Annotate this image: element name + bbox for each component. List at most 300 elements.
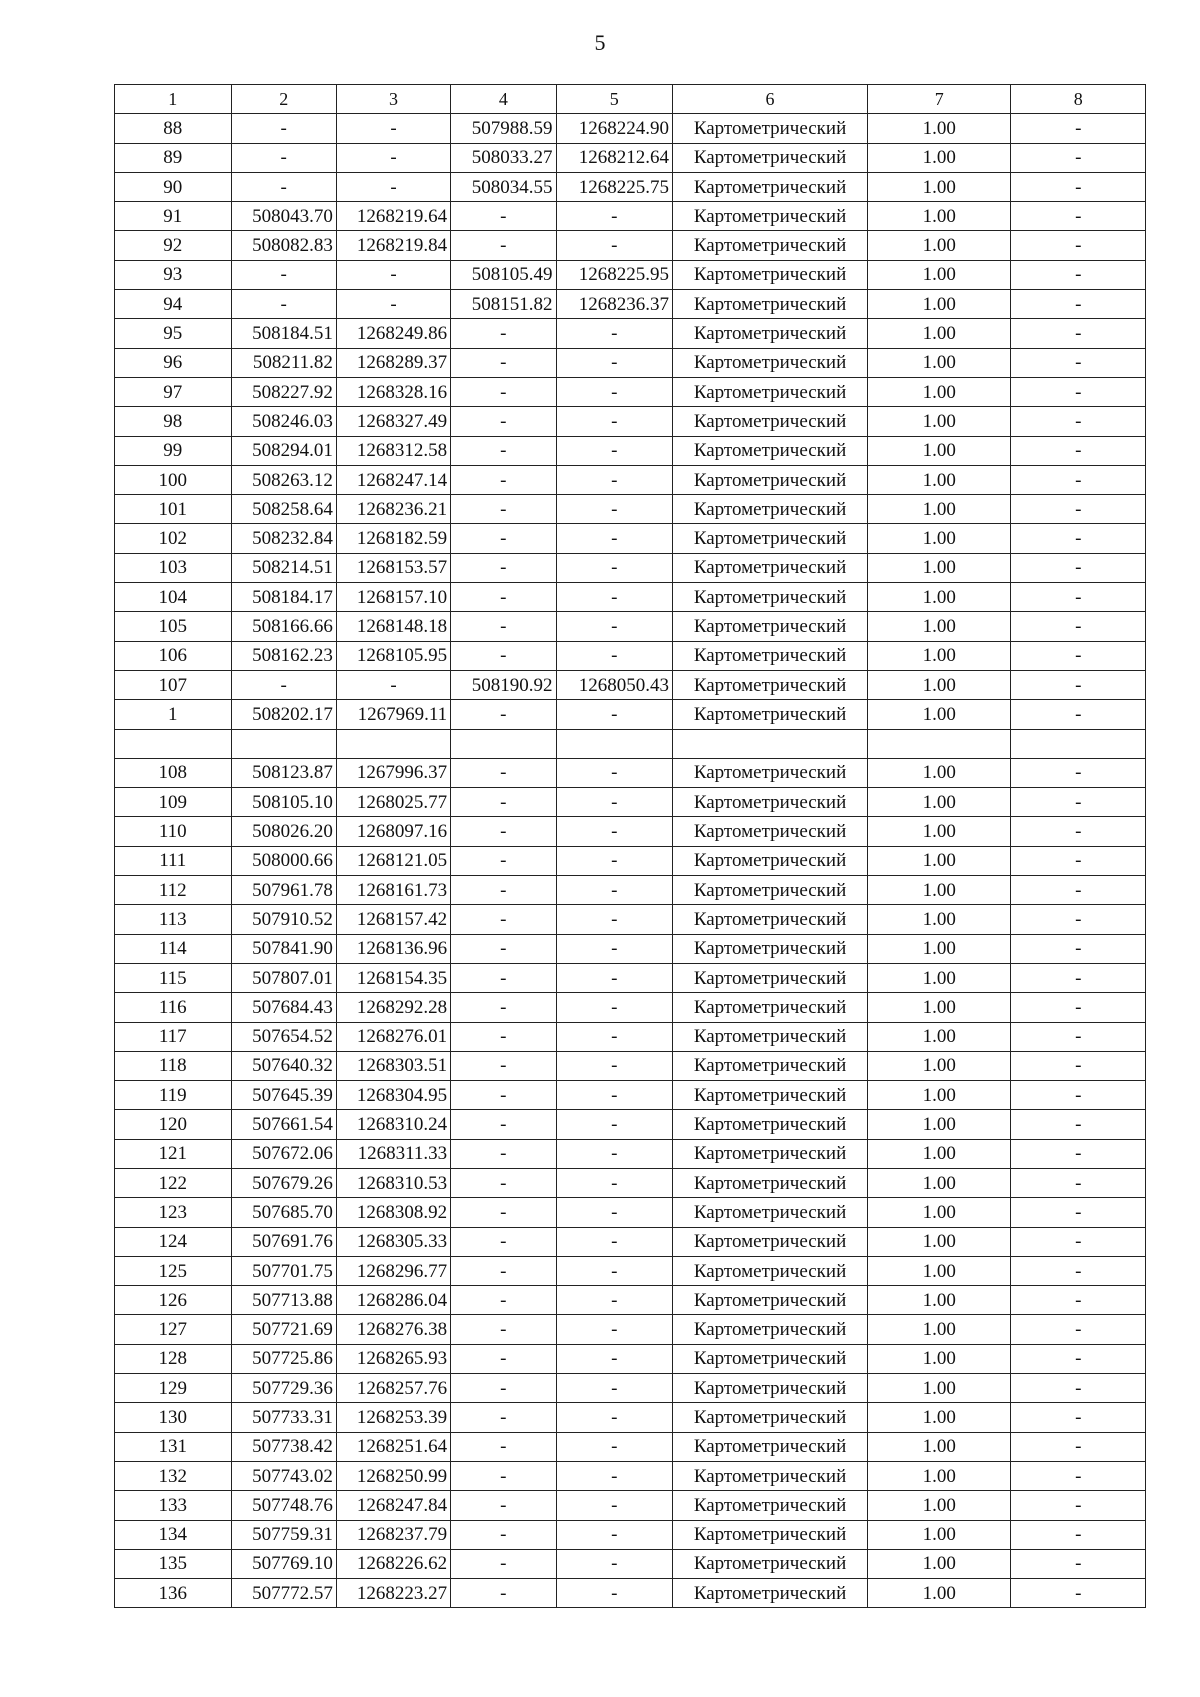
cell-coord-x-new: 508190.92 [451, 670, 556, 699]
cell-point-number: 104 [115, 583, 232, 612]
cell-description: - [1011, 1110, 1146, 1139]
cell-method: Картометрический [673, 788, 868, 817]
cell-method: Картометрический [673, 1432, 868, 1461]
cell-accuracy: 1.00 [868, 1579, 1011, 1608]
cell-coord-x-existing: 508082.83 [231, 231, 336, 260]
cell-coord-x-new: - [451, 1315, 556, 1344]
cell-coord-y-new: - [556, 758, 673, 787]
cell-coord-x-existing: 507759.31 [231, 1520, 336, 1549]
cell-accuracy: 1.00 [868, 290, 1011, 319]
cell-method: Картометрический [673, 846, 868, 875]
cell-method: Картометрический [673, 876, 868, 905]
cell-coord-x-existing: 508105.10 [231, 788, 336, 817]
cell-coord-x-existing: 508043.70 [231, 202, 336, 231]
cell-coord-x-existing: 508263.12 [231, 465, 336, 494]
cell-coord-x-new: - [451, 583, 556, 612]
cell-coord-y-existing: 1268304.95 [336, 1081, 450, 1110]
cell-coord-y-new: - [556, 1110, 673, 1139]
cell-method: Картометрический [673, 172, 868, 201]
cell-description: - [1011, 231, 1146, 260]
cell-accuracy: 1.00 [868, 377, 1011, 406]
cell-coord-x-existing: 507769.10 [231, 1549, 336, 1578]
cell-coord-y-new: - [556, 1374, 673, 1403]
table-row [115, 524, 1146, 553]
coordinates-table [114, 84, 1146, 1608]
cell-description: - [1011, 143, 1146, 172]
table-row [115, 1081, 1146, 1110]
cell-accuracy: 1.00 [868, 1286, 1011, 1315]
cell-coord-x-existing: 507684.43 [231, 993, 336, 1022]
cell-coord-y-existing: 1268161.73 [336, 876, 450, 905]
cell-coord-x-existing: - [231, 114, 336, 143]
cell-coord-x-existing: 508184.51 [231, 319, 336, 348]
cell-method: Картометрический [673, 934, 868, 963]
cell-coord-y-existing: 1268311.33 [336, 1139, 450, 1168]
cell-coord-y-existing: - [336, 143, 450, 172]
cell-coord-y-new: 1268212.64 [556, 143, 673, 172]
cell-coord-x-new: - [451, 846, 556, 875]
cell-coord-y-new: - [556, 1256, 673, 1285]
table-row [115, 436, 1146, 465]
cell-method: Картометрический [673, 1051, 868, 1080]
cell-coord-x-new: - [451, 231, 556, 260]
cell-method: Картометрический [673, 1403, 868, 1432]
cell-accuracy: 1.00 [868, 495, 1011, 524]
cell-description: - [1011, 524, 1146, 553]
cell-description: - [1011, 641, 1146, 670]
cell-coord-x-existing: 507661.54 [231, 1110, 336, 1139]
cell-coord-y-existing: 1268236.21 [336, 495, 450, 524]
cell-point-number: 92 [115, 231, 232, 260]
cell-coord-x-new: - [451, 377, 556, 406]
table-row [115, 876, 1146, 905]
cell-coord-x-existing: 507721.69 [231, 1315, 336, 1344]
cell-point-number: 132 [115, 1461, 232, 1490]
cell-point-number: 101 [115, 495, 232, 524]
cell-coord-y-existing: 1268249.86 [336, 319, 450, 348]
cell-accuracy: 1.00 [868, 1344, 1011, 1373]
cell-coord-x-existing: 508294.01 [231, 436, 336, 465]
table-row [115, 700, 1146, 729]
cell-coord-y-existing: 1268265.93 [336, 1344, 450, 1373]
cell-point-number: 116 [115, 993, 232, 1022]
cell-coord-y-new: - [556, 1432, 673, 1461]
cell-method: Картометрический [673, 1344, 868, 1373]
cell-coord-y-new: - [556, 524, 673, 553]
cell-method: Картометрический [673, 1579, 868, 1608]
cell-coord-y-new: - [556, 377, 673, 406]
cell-coord-y-existing: - [336, 670, 450, 699]
cell-method: Картометрический [673, 290, 868, 319]
cell-description: - [1011, 1579, 1146, 1608]
cell-coord-y-new: - [556, 1461, 673, 1490]
cell-description: - [1011, 1286, 1146, 1315]
cell-coord-y-existing: 1268097.16 [336, 817, 450, 846]
table-row [115, 495, 1146, 524]
cell-coord-x-new: - [451, 788, 556, 817]
cell-coord-y-existing: 1268219.64 [336, 202, 450, 231]
cell-coord-x-new: - [451, 1520, 556, 1549]
cell-method: Картометрический [673, 1227, 868, 1256]
cell-description: - [1011, 934, 1146, 963]
cell-coord-y-new: - [556, 1403, 673, 1432]
cell-method: Картометрический [673, 993, 868, 1022]
cell-point-number: 113 [115, 905, 232, 934]
table-row [115, 758, 1146, 787]
cell-description: - [1011, 1081, 1146, 1110]
cell-method: Картометрический [673, 1549, 868, 1578]
cell-method: Картометрический [673, 1520, 868, 1549]
table-row [115, 1432, 1146, 1461]
cell-description: - [1011, 1549, 1146, 1578]
cell-point-number: 102 [115, 524, 232, 553]
cell-accuracy: 1.00 [868, 1520, 1011, 1549]
cell-accuracy: 1.00 [868, 465, 1011, 494]
cell-description: - [1011, 172, 1146, 201]
cell-method: Картометрический [673, 1139, 868, 1168]
cell-coord-y-new: - [556, 231, 673, 260]
cell-accuracy: 1.00 [868, 1315, 1011, 1344]
cell-point-number: 112 [115, 876, 232, 905]
cell-accuracy: 1.00 [868, 1374, 1011, 1403]
cell-coord-x-existing: 507807.01 [231, 963, 336, 992]
column-header-1: 1 [115, 85, 232, 114]
table-row [115, 1286, 1146, 1315]
cell-coord-y-new: - [556, 1315, 673, 1344]
cell-point-number: 1 [115, 700, 232, 729]
cell-coord-x-new: - [451, 876, 556, 905]
cell-coord-x-new: - [451, 700, 556, 729]
cell-description: - [1011, 905, 1146, 934]
cell-coord-y-existing: 1268296.77 [336, 1256, 450, 1285]
cell-method: Картометрический [673, 319, 868, 348]
cell-coord-y-new: - [556, 348, 673, 377]
table-row [115, 905, 1146, 934]
cell-description: - [1011, 1520, 1146, 1549]
cell-method: Картометрический [673, 1168, 868, 1197]
cell-coord-y-existing: 1268310.53 [336, 1168, 450, 1197]
cell-coord-y-existing: 1268121.05 [336, 846, 450, 875]
cell-description: - [1011, 348, 1146, 377]
cell-coord-x-existing: 507725.86 [231, 1344, 336, 1373]
cell-accuracy: 1.00 [868, 524, 1011, 553]
table-row [115, 1491, 1146, 1520]
cell-description: - [1011, 1461, 1146, 1490]
cell-coord-y-new: - [556, 1549, 673, 1578]
table-body [115, 114, 1146, 1608]
cell-accuracy: 1.00 [868, 846, 1011, 875]
table-row [115, 788, 1146, 817]
cell-method: Картометрический [673, 1374, 868, 1403]
cell-coord-y-existing: 1268251.64 [336, 1432, 450, 1461]
cell-accuracy: 1.00 [868, 1198, 1011, 1227]
cell-description: - [1011, 583, 1146, 612]
cell-coord-x-existing: 507672.06 [231, 1139, 336, 1168]
cell-point-number: 88 [115, 114, 232, 143]
cell-coord-y-new: - [556, 612, 673, 641]
table-row [115, 114, 1146, 143]
cell-coord-y-existing: 1268226.62 [336, 1549, 450, 1578]
cell-point-number: 108 [115, 758, 232, 787]
table-row [115, 1374, 1146, 1403]
table-row [115, 1051, 1146, 1080]
cell-description: - [1011, 1403, 1146, 1432]
cell-coord-x-existing: 507772.57 [231, 1579, 336, 1608]
table-row [115, 1579, 1146, 1608]
cell-coord-y-existing: 1268253.39 [336, 1403, 450, 1432]
cell-coord-y-new: 1268225.95 [556, 260, 673, 289]
cell-description: - [1011, 407, 1146, 436]
cell-coord-y-existing: 1268247.14 [336, 465, 450, 494]
cell-method: Картометрический [673, 1022, 868, 1051]
cell-coord-y-existing: 1268157.10 [336, 583, 450, 612]
cell-description: - [1011, 436, 1146, 465]
cell-description: - [1011, 963, 1146, 992]
cell-method: Картометрический [673, 1315, 868, 1344]
cell-coord-x-existing: 507733.31 [231, 1403, 336, 1432]
column-header-7: 7 [868, 85, 1011, 114]
cell-coord-y-existing: - [336, 114, 450, 143]
cell-method: Картометрический [673, 758, 868, 787]
cell-coord-y-existing: 1268025.77 [336, 788, 450, 817]
cell-accuracy: 1.00 [868, 1168, 1011, 1197]
cell-method: Картометрический [673, 114, 868, 143]
cell-accuracy: 1.00 [868, 319, 1011, 348]
cell-coord-y-existing: 1268250.99 [336, 1461, 450, 1490]
cell-accuracy: 1.00 [868, 700, 1011, 729]
cell-accuracy: 1.00 [868, 1081, 1011, 1110]
cell-coord-y-existing: 1268157.42 [336, 905, 450, 934]
cell-coord-x-existing: 508162.23 [231, 641, 336, 670]
cell-coord-x-existing: - [231, 143, 336, 172]
column-header-2: 2 [231, 85, 336, 114]
cell-point-number: 100 [115, 465, 232, 494]
cell-coord-x-existing: 507685.70 [231, 1198, 336, 1227]
cell-accuracy: 1.00 [868, 407, 1011, 436]
cell-description: - [1011, 1227, 1146, 1256]
cell-description: - [1011, 817, 1146, 846]
cell-coord-y-existing: 1268310.24 [336, 1110, 450, 1139]
cell-description: - [1011, 1168, 1146, 1197]
cell-point-number: 130 [115, 1403, 232, 1432]
cell-coord-y-existing: 1268303.51 [336, 1051, 450, 1080]
cell-description: - [1011, 290, 1146, 319]
cell-coord-y-existing: 1267996.37 [336, 758, 450, 787]
cell-coord-y-new: - [556, 319, 673, 348]
cell-description: - [1011, 1051, 1146, 1080]
cell-coord-y-new: - [556, 876, 673, 905]
cell-description: - [1011, 670, 1146, 699]
cell-accuracy: 1.00 [868, 1256, 1011, 1285]
cell-coord-y-new: - [556, 993, 673, 1022]
cell-accuracy: 1.00 [868, 993, 1011, 1022]
cell-description: - [1011, 758, 1146, 787]
table-row [115, 465, 1146, 494]
cell-coord-y-new: - [556, 1081, 673, 1110]
table-row [115, 407, 1146, 436]
cell-coord-x-new: - [451, 407, 556, 436]
cell-coord-x-new: - [451, 817, 556, 846]
cell-description: - [1011, 465, 1146, 494]
cell-coord-x-new: - [451, 319, 556, 348]
cell-accuracy: 1.00 [868, 202, 1011, 231]
cell-accuracy: 1.00 [868, 231, 1011, 260]
table-row [115, 612, 1146, 641]
cell-coord-x-existing: 507748.76 [231, 1491, 336, 1520]
cell-point-number: 117 [115, 1022, 232, 1051]
cell-point-number: 131 [115, 1432, 232, 1461]
cell-description [1011, 729, 1146, 758]
cell-coord-x-existing: 508214.51 [231, 553, 336, 582]
cell-coord-y-new: - [556, 407, 673, 436]
cell-coord-x-existing: 507738.42 [231, 1432, 336, 1461]
cell-point-number [115, 729, 232, 758]
cell-coord-y-new: - [556, 1139, 673, 1168]
cell-coord-x-new: - [451, 641, 556, 670]
cell-description: - [1011, 1315, 1146, 1344]
cell-coord-y-existing: 1268276.01 [336, 1022, 450, 1051]
cell-accuracy: 1.00 [868, 788, 1011, 817]
cell-coord-y-existing: 1268292.28 [336, 993, 450, 1022]
table-row [115, 846, 1146, 875]
cell-coord-x-existing: 508184.17 [231, 583, 336, 612]
table-row [115, 934, 1146, 963]
cell-coord-x-existing: 507654.52 [231, 1022, 336, 1051]
cell-point-number: 111 [115, 846, 232, 875]
cell-coord-x-new: - [451, 202, 556, 231]
cell-coord-y-new: - [556, 436, 673, 465]
cell-coord-x-new: 508151.82 [451, 290, 556, 319]
cell-method: Картометрический [673, 1491, 868, 1520]
cell-coord-y-existing: 1268219.84 [336, 231, 450, 260]
cell-description: - [1011, 612, 1146, 641]
cell-point-number: 89 [115, 143, 232, 172]
cell-accuracy: 1.00 [868, 758, 1011, 787]
cell-coord-x-new: - [451, 1139, 556, 1168]
cell-coord-y-existing: - [336, 290, 450, 319]
cell-coord-x-existing: 508166.66 [231, 612, 336, 641]
cell-coord-y-existing: 1268247.84 [336, 1491, 450, 1520]
column-header-4: 4 [451, 85, 556, 114]
cell-coord-y-existing: - [336, 172, 450, 201]
cell-point-number: 103 [115, 553, 232, 582]
cell-accuracy: 1.00 [868, 934, 1011, 963]
cell-point-number: 127 [115, 1315, 232, 1344]
cell-coord-y-new: - [556, 1051, 673, 1080]
cell-point-number: 90 [115, 172, 232, 201]
cell-method [673, 729, 868, 758]
cell-coord-y-new: 1268050.43 [556, 670, 673, 699]
cell-method: Картометрический [673, 1081, 868, 1110]
cell-coord-x-existing: 507841.90 [231, 934, 336, 963]
cell-coord-y-existing: 1268305.33 [336, 1227, 450, 1256]
cell-method: Картометрический [673, 700, 868, 729]
cell-method: Картометрический [673, 905, 868, 934]
cell-coord-y-existing: 1268105.95 [336, 641, 450, 670]
table-row [115, 319, 1146, 348]
cell-coord-x-new [451, 729, 556, 758]
cell-coord-x-new: - [451, 1081, 556, 1110]
cell-description: - [1011, 319, 1146, 348]
cell-coord-y-existing: 1268223.27 [336, 1579, 450, 1608]
cell-coord-x-existing [231, 729, 336, 758]
table-row [115, 1227, 1146, 1256]
cell-method: Картометрический [673, 963, 868, 992]
table-row [115, 143, 1146, 172]
cell-coord-x-existing: 507961.78 [231, 876, 336, 905]
cell-coord-x-existing: 507729.36 [231, 1374, 336, 1403]
cell-point-number: 119 [115, 1081, 232, 1110]
cell-coord-x-existing: - [231, 172, 336, 201]
cell-point-number: 109 [115, 788, 232, 817]
cell-point-number: 99 [115, 436, 232, 465]
cell-coord-y-existing: 1267969.11 [336, 700, 450, 729]
cell-coord-y-existing: 1268237.79 [336, 1520, 450, 1549]
cell-point-number: 96 [115, 348, 232, 377]
cell-description: - [1011, 1022, 1146, 1051]
cell-coord-y-existing: 1268286.04 [336, 1286, 450, 1315]
cell-coord-x-new: - [451, 1403, 556, 1432]
table-row [115, 1256, 1146, 1285]
cell-point-number: 106 [115, 641, 232, 670]
cell-description: - [1011, 202, 1146, 231]
cell-accuracy: 1.00 [868, 612, 1011, 641]
cell-coord-y-existing: - [336, 260, 450, 289]
cell-method: Картометрический [673, 1286, 868, 1315]
cell-coord-x-new: - [451, 1374, 556, 1403]
table-row [115, 1198, 1146, 1227]
cell-method: Картометрический [673, 583, 868, 612]
cell-coord-y-new: - [556, 1022, 673, 1051]
cell-method: Картометрический [673, 1110, 868, 1139]
cell-point-number: 123 [115, 1198, 232, 1227]
cell-coord-y-new: - [556, 817, 673, 846]
cell-point-number: 128 [115, 1344, 232, 1373]
cell-coord-x-new: - [451, 612, 556, 641]
cell-point-number: 91 [115, 202, 232, 231]
cell-method: Картометрический [673, 231, 868, 260]
cell-method: Картометрический [673, 670, 868, 699]
cell-accuracy: 1.00 [868, 583, 1011, 612]
cell-point-number: 125 [115, 1256, 232, 1285]
cell-accuracy: 1.00 [868, 1051, 1011, 1080]
cell-coord-y-new: 1268224.90 [556, 114, 673, 143]
table-row [115, 553, 1146, 582]
table-row [115, 1139, 1146, 1168]
cell-coord-y-new: - [556, 846, 673, 875]
cell-coord-y-new: - [556, 788, 673, 817]
cell-coord-y-new: - [556, 1168, 673, 1197]
cell-coord-y-new: - [556, 1491, 673, 1520]
table-row [115, 1022, 1146, 1051]
cell-accuracy: 1.00 [868, 1549, 1011, 1578]
cell-coord-x-new: - [451, 436, 556, 465]
cell-description: - [1011, 788, 1146, 817]
cell-point-number: 114 [115, 934, 232, 963]
cell-description: - [1011, 1198, 1146, 1227]
table-row [115, 1403, 1146, 1432]
cell-coord-y-existing: 1268327.49 [336, 407, 450, 436]
cell-point-number: 118 [115, 1051, 232, 1080]
cell-coord-x-new: 508034.55 [451, 172, 556, 201]
cell-point-number: 121 [115, 1139, 232, 1168]
cell-coord-y-new: - [556, 1227, 673, 1256]
cell-coord-x-new: - [451, 1110, 556, 1139]
cell-method: Картометрический [673, 495, 868, 524]
cell-coord-x-new: - [451, 1344, 556, 1373]
cell-accuracy: 1.00 [868, 1227, 1011, 1256]
cell-description: - [1011, 377, 1146, 406]
